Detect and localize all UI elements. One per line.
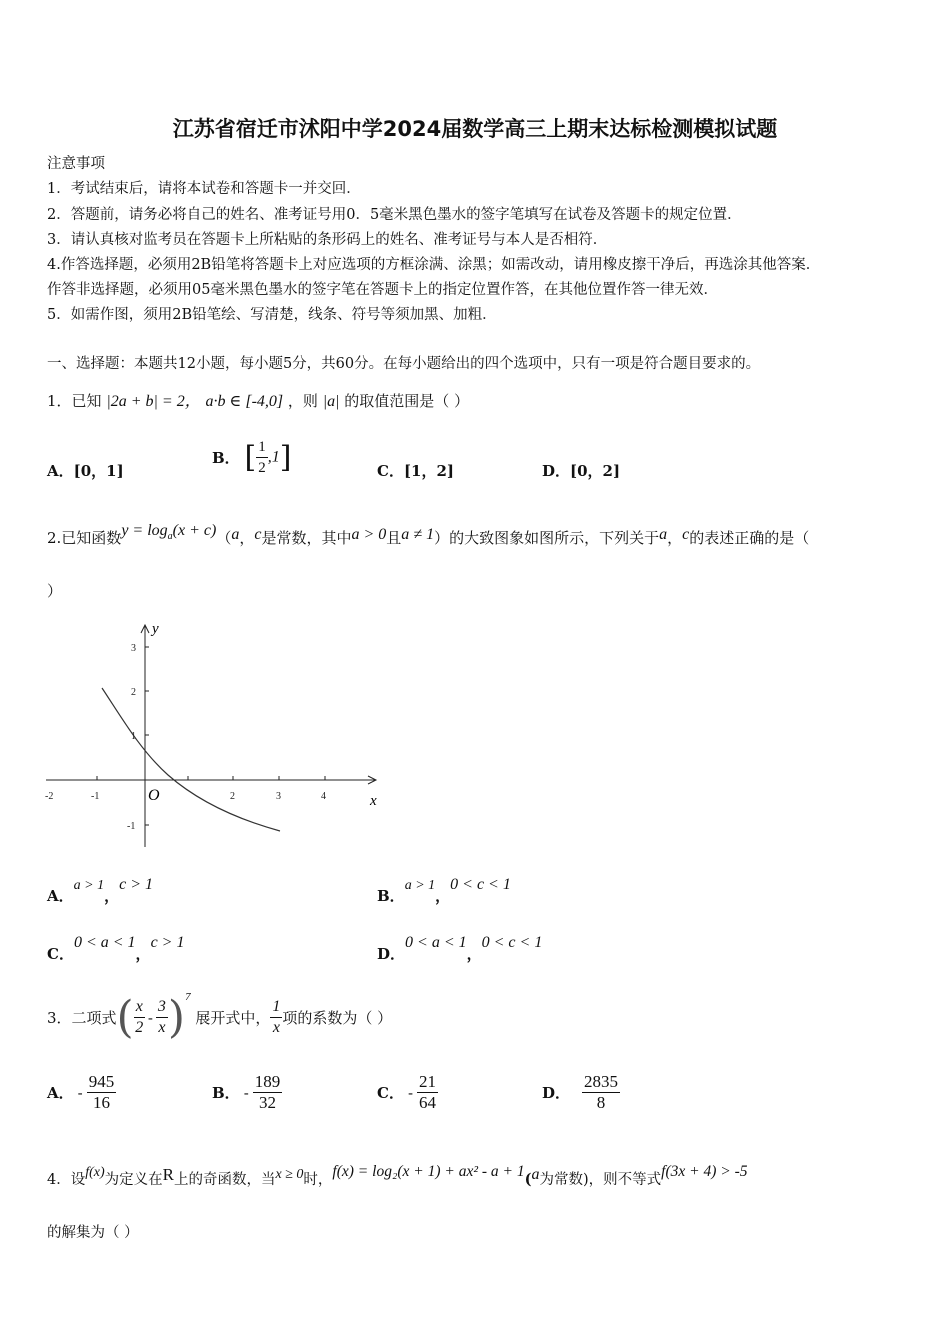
option-sep: ， [135, 945, 151, 963]
q2-graph [40, 615, 390, 855]
q1-expr-abs: |a| [322, 393, 340, 410]
option-sign: - [243, 1083, 249, 1102]
y-tick: 2 [131, 687, 136, 698]
option-expr: 0 < c < 1 [450, 876, 511, 893]
x-tick: -2 [45, 791, 54, 802]
question-2 [47, 522, 810, 548]
page-title: 江苏省宿迁市沭阳中学2024届数学高三上期末达标检测模拟试题 [172, 117, 778, 141]
fraction-den: 64 [419, 1093, 437, 1112]
q2-text: ）的大致图象如图所示，下列关于 [434, 529, 660, 547]
y-tick: -1 [127, 821, 136, 832]
fraction [134, 997, 145, 1038]
q2-func: y = log [121, 522, 168, 539]
fraction-den: 2 [258, 460, 266, 476]
fraction-den: 32 [259, 1093, 277, 1112]
fraction-den: 16 [92, 1093, 110, 1112]
bracket-icon: [ [244, 440, 257, 475]
option-sep: ， [435, 887, 451, 905]
fraction-num: 189 [254, 1072, 281, 1091]
option-sign: - [77, 1083, 83, 1102]
q4-prefix: 4．设 [47, 1172, 86, 1188]
option-text: [0，1] [73, 462, 124, 480]
option-label: B． [377, 887, 405, 905]
q3-prefix: 3．二项式 [47, 1009, 117, 1027]
q4-text: 时， [303, 1172, 333, 1188]
question-1 [47, 388, 469, 411]
paren-left-icon: ( [116, 992, 134, 1043]
fraction-num: 945 [88, 1072, 115, 1091]
option-expr: 0 < c < 1 [481, 934, 543, 951]
option-expr: 0 < a < 1 [405, 934, 467, 951]
q2-text: ， [667, 529, 683, 547]
notice-item: 作答非选择题，必须用05毫米黑色墨水的签字笔在答题卡上的指定位置作答，在其他位置作答一律无效． [47, 282, 718, 298]
option-label: B． [212, 1084, 240, 1102]
q4-formula: f(x) = log₂(x + 1) + ax² - a + 1 [332, 1163, 525, 1180]
fraction [256, 437, 268, 478]
q3-option-d[interactable] [542, 1072, 620, 1113]
option-label: A． [47, 462, 74, 480]
q2-text: 是常数，其中 [261, 529, 352, 547]
option-text: [0，2] [570, 462, 621, 480]
q3-suffix: 项的系数为（ ） [282, 1009, 393, 1027]
fraction [87, 1072, 117, 1113]
notice-item: 4.作答选择题，必须用2B铅笔将答题卡上对应选项的方框涂满、涂黑；如需改动，请用橡皮擦干净后，再选涂其他答案． [47, 257, 821, 273]
option-sign: - [407, 1083, 414, 1102]
fraction [417, 1072, 438, 1113]
x-tick: -1 [91, 791, 100, 802]
q2-text: 的表述正确的是（ [689, 529, 810, 547]
q1-option-c[interactable] [377, 460, 454, 481]
question-4 [47, 1163, 748, 1189]
option-sep: ， [466, 945, 482, 963]
question-3 [47, 992, 392, 1046]
q4-text: 为常数)，则不等式 [539, 1172, 662, 1188]
q1-suffix: 的取值范围是（ ） [344, 392, 470, 410]
paren-right-icon: ) [167, 992, 186, 1043]
q2-func-arg: (x + c) [172, 522, 217, 539]
y-axis-label: y [152, 621, 159, 637]
q1-expr-dot: a·b ∈ [-4,0] [205, 393, 284, 410]
fraction-num: 2835 [584, 1072, 619, 1091]
fraction [253, 1072, 283, 1113]
option-expr: a > 1 [73, 878, 105, 893]
q4-cond: x ≥ 0 [275, 1167, 304, 1182]
fraction-num: 3 [156, 997, 168, 1018]
fraction-num: 21 [419, 1072, 437, 1091]
notice-item: 5．如需作图，须用2B铅笔绘、写清楚，线条、符号等须加黑、加粗． [47, 307, 497, 323]
option-label: A． [47, 887, 74, 905]
section-heading: 一、选择题：本题共12小题，每小题5分，共60分。在每小题给出的四个选项中，只有一项是符合题目要求的。 [47, 356, 761, 372]
q2-text: （ [216, 529, 232, 547]
q1-mid: ，则 [287, 392, 318, 410]
option-label: D． [542, 1084, 571, 1102]
q4-inequality: f(3x + 4) > -5 [661, 1163, 748, 1180]
q2-text: ， [239, 529, 255, 547]
option-label: C． [47, 945, 74, 963]
option-sep: ， [104, 887, 120, 905]
q2-option-b[interactable] [377, 873, 511, 905]
q1-prefix: 1．已知 [47, 392, 102, 410]
fraction-den: x [158, 1019, 166, 1036]
x-tick: 3 [276, 791, 281, 802]
option-label: A． [47, 1084, 74, 1102]
q3-option-a[interactable] [47, 1072, 116, 1113]
option-tail: ,1 [267, 448, 280, 466]
minus-sign: - [147, 1008, 153, 1027]
q2-var-a: a [231, 526, 240, 543]
q1-option-b[interactable] [212, 437, 291, 478]
option-label: D． [542, 462, 571, 480]
q2-var-a: a [659, 526, 668, 543]
exponent: 7 [185, 990, 191, 1003]
fraction [156, 997, 168, 1038]
fraction-num: x [134, 997, 145, 1018]
q4-text: 为定义在 [104, 1172, 163, 1188]
q3-mid: 展开式中， [195, 1009, 271, 1027]
option-expr: a > 1 [404, 878, 436, 893]
option-expr: 0 < a < 1 [73, 934, 136, 951]
q1-option-d[interactable] [542, 460, 620, 481]
x-axis-label: x [370, 793, 377, 809]
q3-option-c[interactable] [377, 1072, 438, 1113]
q2-cond2: a ≠ 1 [401, 526, 435, 543]
q2-func-sub: a [167, 531, 173, 542]
q2-cond1: a > 0 [351, 526, 387, 543]
q2-var-c: c [254, 526, 262, 543]
q2-option-c[interactable] [47, 931, 185, 963]
q2-option-a[interactable] [47, 873, 154, 905]
option-expr: c > 1 [150, 934, 185, 951]
fraction-den: 8 [596, 1093, 606, 1112]
fraction-den: 2 [135, 1019, 144, 1036]
option-label: C． [377, 1084, 404, 1102]
origin-label: O [148, 787, 160, 804]
x-tick: 2 [230, 791, 235, 802]
q2-prefix: 2.已知函数 [47, 529, 122, 547]
bracket-icon: ] [279, 440, 292, 475]
q2-option-d[interactable] [377, 931, 543, 963]
x-tick: 4 [321, 791, 326, 802]
fraction [582, 1072, 620, 1113]
option-expr: c > 1 [119, 876, 154, 893]
q4-text: 上的奇函数，当 [174, 1172, 276, 1188]
notice-item: 2．答题前，请务必将自己的姓名、准考证号用0．5毫米黑色墨水的签字笔填写在试卷及答题卡的规定位置． [47, 207, 742, 223]
fraction [270, 997, 282, 1038]
y-tick: 1 [131, 731, 136, 742]
function-curve [102, 688, 280, 831]
q2-text: 且 [386, 529, 402, 547]
q2-var-c: c [682, 526, 690, 543]
option-sign [570, 1084, 582, 1102]
notice-item: 3．请认真核对监考员在答题卡上所粘贴的条形码上的姓名、准考证号与本人是否相符． [47, 232, 608, 248]
q4-fx: f(x) [85, 1165, 105, 1180]
option-label: D． [377, 945, 406, 963]
q2-close: ） [47, 582, 63, 600]
fraction-num: 1 [270, 997, 282, 1018]
q4-text: ( [524, 1171, 532, 1188]
option-text: [1，2] [403, 462, 455, 480]
q1-option-a[interactable] [47, 460, 124, 481]
option-label: B． [212, 449, 240, 467]
notice-item: 1．考试结束后，请将本试卷和答题卡一并交回． [47, 181, 361, 197]
q3-option-b[interactable] [212, 1072, 282, 1113]
q4-var-a: a [531, 1166, 540, 1183]
q4-set-r: R [162, 1165, 175, 1184]
fraction-den: x [272, 1019, 280, 1036]
option-label: C． [377, 462, 404, 480]
fraction-num: 1 [256, 437, 268, 458]
q1-expr-norm: |2a + b| = 2， [106, 393, 201, 410]
y-tick: 3 [131, 643, 136, 654]
notice-heading: 注意事项 [47, 156, 105, 172]
q4-line2: 的解集为（ ） [47, 1225, 139, 1241]
